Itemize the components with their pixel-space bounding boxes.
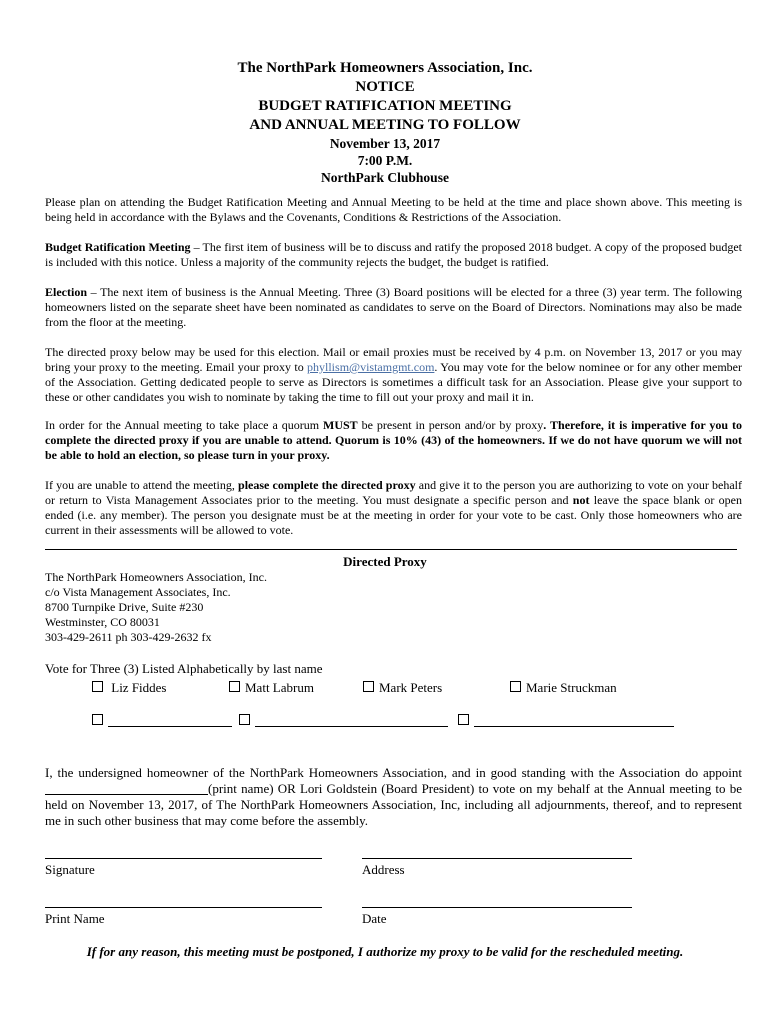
directed-text-1: The directed proxy below may be used for this election. Mail or email proxies must be received by 4 p.m. on November 13, 2017 or you may bring your proxy to the meeting. Email your proxy to — [45, 345, 742, 374]
quorum-text-2: be present in person and/or by proxy — [357, 418, 544, 432]
address-line: The NorthPark Homeowners Association, Inc. — [45, 570, 267, 584]
statement-text-1: I, the undersigned homeowner of the NorthPark Homeowners Association, and in good standing with the Association do appoint — [45, 765, 742, 780]
candidate-option[interactable] — [510, 680, 617, 696]
budget-paragraph — [45, 240, 742, 270]
candidate-option[interactable] — [92, 680, 167, 696]
write-in-option[interactable] — [239, 713, 448, 729]
appointee-name-field[interactable] — [45, 782, 208, 795]
quorum-text-1: In order for the Annual meeting to take place a quorum — [45, 418, 324, 432]
quorum-bold: . Therefore, it is imperative for you to complete the directed proxy if you are unable to attend. Quorum is 10% (43) of the homeowners. If we do not have quorum we will not be able to hold an election, so please turn in your proxy. — [45, 418, 743, 462]
meeting-time: 7:00 P.M. — [357, 153, 413, 168]
email-link[interactable]: phyllism@vistamgmt.com — [307, 360, 435, 374]
unable-text-3: leave the space blank or open ended (i.e. any member). The person you designate must be at the meeting in order for your vote to be cast. Only those homeowners who are current in their assessments will be allowed to vote. — [45, 493, 742, 537]
quorum-paragraph — [45, 418, 742, 463]
notice-header — [0, 59, 770, 186]
unable-bold-2: not — [572, 493, 590, 507]
candidate-name: Matt Labrum — [245, 680, 314, 695]
address-line: 8700 Turnpike Drive, Suite #230 — [45, 600, 204, 614]
address-field[interactable] — [362, 858, 632, 859]
checkbox-icon[interactable] — [363, 681, 374, 692]
directed-proxy-title: Directed Proxy — [343, 554, 427, 569]
proxy-statement — [45, 765, 742, 829]
meeting-date: November 13, 2017 — [329, 136, 441, 151]
directed-text-2: . You may vote for the below nominee or for any other member of the Association. Getting dedicated people to serve as Directors is sometimes a difficult task for an Association. Please give your support to these or other candidates you wish to nominate by taking the time to fill out your proxy and mail it in. — [45, 360, 742, 404]
candidate-option[interactable] — [363, 680, 442, 696]
statement-text-2: (print name) OR Lori Goldstein (Board President) to vote on my behalf at the Annual meeting to be held on November 13, 2017, of The NorthPark Homeowners Association, Inc, including all adjournments, thereof, and to represent me in such other business that may come before the assembly. — [45, 781, 742, 828]
budget-text: – The first item of business will be to discuss and ratify the proposed 2018 budget. A copy of the proposed budget is included with this notice. Unless a majority of the community rejects the budget, the budget is ratified. — [45, 240, 742, 269]
unable-text-2: and give it to the person you are authorizing to vote on your behalf or return to Vista Management Associates prior to the meeting. You must designate a specific person and — [45, 478, 742, 507]
intro-paragraph: Please plan on attending the Budget Ratification Meeting and Annual Meeting to be held at the time and place shown above. This meeting is being held in accordance with the Bylaws and the Covenants, Conditions & Restrictions of the Association. — [45, 195, 742, 224]
write-in-option[interactable] — [458, 713, 674, 729]
date-label: Date — [362, 911, 387, 926]
election-text: – The next item of business is the Annual Meeting. Three (3) Board positions will be elected for a three (3) year term. The following homeowners listed on the separate sheet have been nominated as candidates to serve on the Board of Directors. Nominations may also be made from the floor at the meeting. — [45, 285, 742, 329]
checkbox-icon[interactable] — [92, 681, 103, 692]
meeting-title-line2: AND ANNUAL MEETING TO FOLLOW — [249, 117, 521, 133]
meeting-title-line1: BUDGET RATIFICATION MEETING — [258, 98, 512, 114]
signature-label: Signature — [45, 862, 95, 877]
unable-bold-1: please complete the directed proxy — [238, 478, 416, 492]
unable-text-1: If you are unable to attend the meeting, — [45, 478, 239, 492]
address-line: c/o Vista Management Associates, Inc. — [45, 585, 231, 599]
budget-label: Budget Ratification Meeting — [45, 240, 191, 254]
management-address — [45, 570, 267, 645]
candidate-name: Marie Struckman — [526, 680, 617, 695]
checkbox-icon[interactable] — [92, 714, 103, 725]
address-line: Westminster, CO 80031 — [45, 615, 160, 629]
election-paragraph — [45, 285, 742, 330]
date-field[interactable] — [362, 907, 632, 908]
election-label: Election — [45, 285, 87, 299]
address-label: Address — [362, 862, 405, 877]
section-divider — [45, 549, 737, 550]
candidate-name: Mark Peters — [379, 680, 443, 695]
checkbox-icon[interactable] — [239, 714, 250, 725]
candidate-option[interactable] — [229, 680, 314, 696]
checkbox-icon[interactable] — [229, 681, 240, 692]
directed-proxy-paragraph — [45, 345, 742, 405]
print-name-field[interactable] — [45, 907, 322, 908]
signature-field[interactable] — [45, 858, 322, 859]
notice-title: NOTICE — [355, 79, 415, 95]
write-in-field[interactable] — [108, 714, 232, 727]
meeting-place: NorthPark Clubhouse — [321, 170, 449, 185]
quorum-must: MUST — [323, 418, 358, 432]
checkbox-icon[interactable] — [458, 714, 469, 725]
candidate-name: Liz Fiddes — [111, 680, 167, 695]
write-in-field[interactable] — [474, 714, 674, 727]
address-line: 303-429-2611 ph 303-429-2632 fx — [45, 630, 212, 644]
vote-instructions: Vote for Three (3) Listed Alphabetically by last name — [45, 661, 323, 676]
checkbox-icon[interactable] — [510, 681, 521, 692]
write-in-field[interactable] — [255, 714, 448, 727]
write-in-option[interactable] — [92, 713, 232, 729]
unable-paragraph — [45, 478, 742, 538]
postponement-note: If for any reason, this meeting must be postponed, I authorize my proxy to be valid for the rescheduled meeting. — [86, 944, 684, 959]
association-name: The NorthPark Homeowners Association, Inc. — [237, 60, 533, 76]
print-name-label: Print Name — [45, 911, 105, 926]
